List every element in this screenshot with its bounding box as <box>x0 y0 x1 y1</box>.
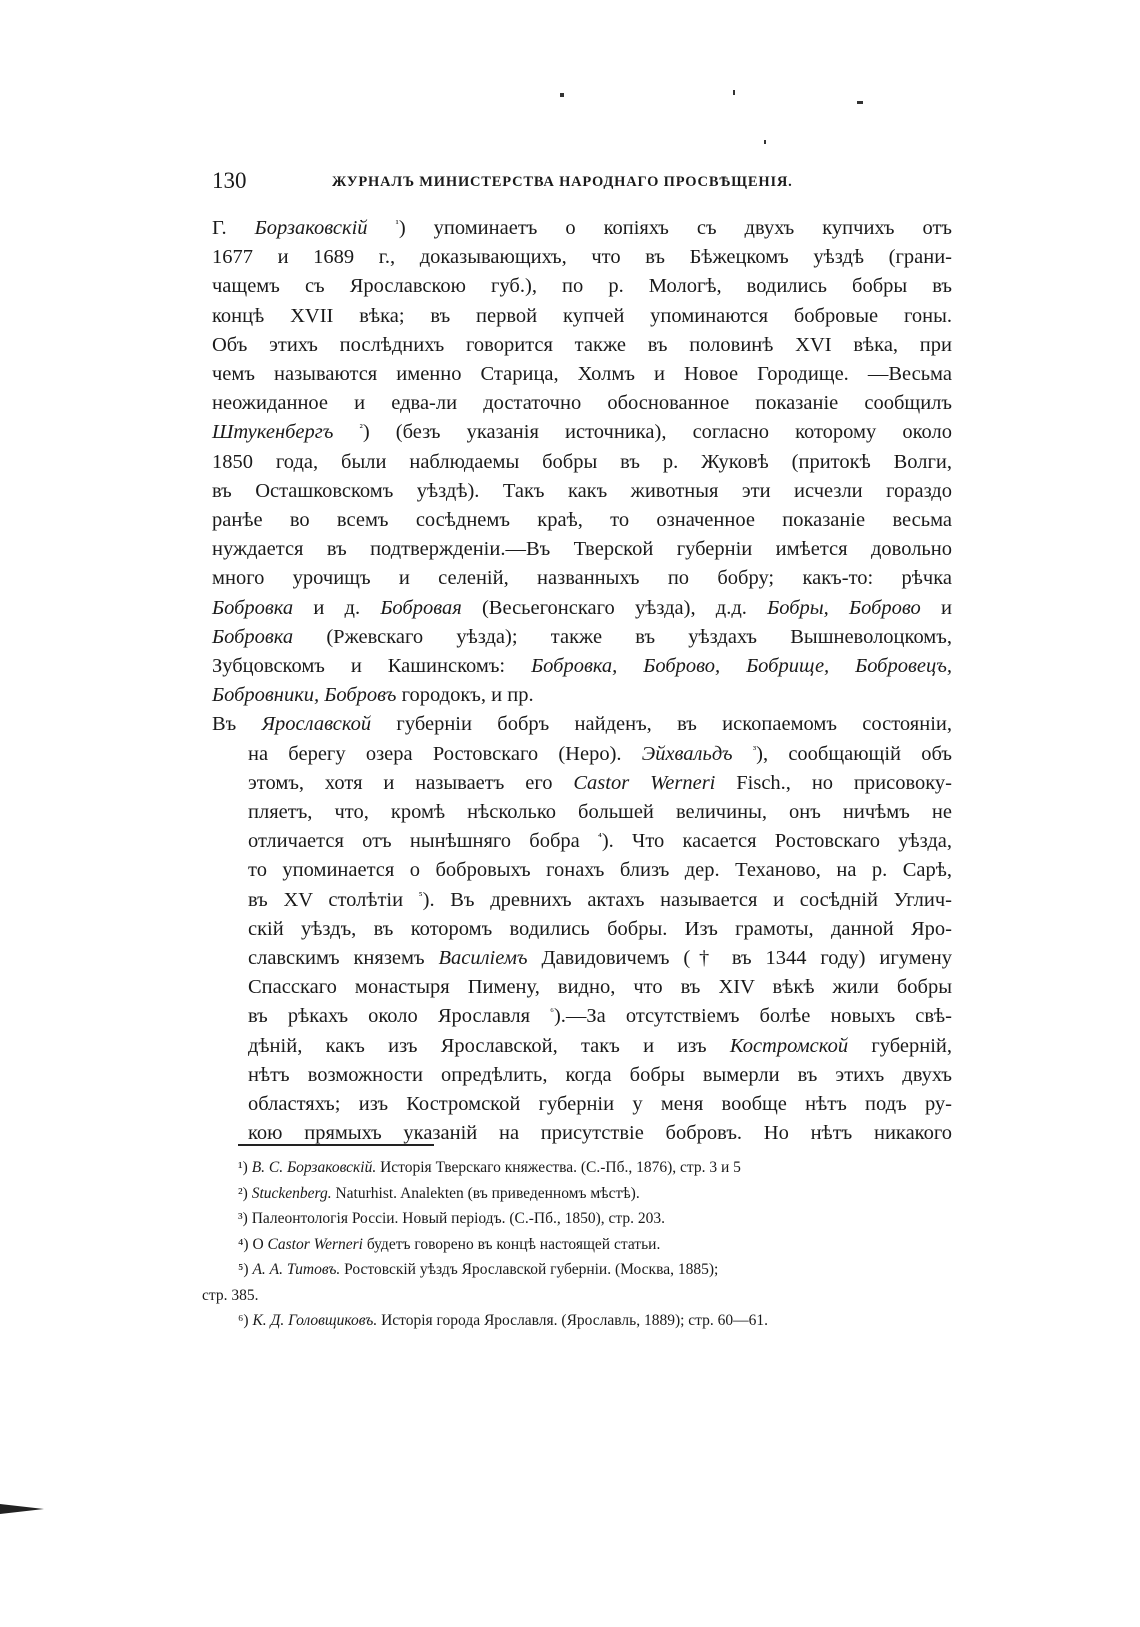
paragraph-1 <box>212 214 952 710</box>
text-line: областяхъ; изъ Костромской губерніи у меня вообще нѣтъ подъ ру- <box>248 1093 952 1116</box>
text-line: въ Осташковскомъ уѣздѣ). Такъ какъ животныя эти исчезли гораздо <box>212 479 952 502</box>
text-line: чемъ называются именно Старица, Холмъ и Новое Городище. —Весьма <box>212 363 952 386</box>
text-line: чащемъ съ Ярославскою губ.), по р. Мологѣ, водились бобры въ <box>212 275 952 298</box>
text-line: славскимъ княземъ Василіемъ Давидовичемъ († въ 1344 году) игумену <box>248 947 953 970</box>
text-line: нѣтъ возможности опредѣлить, когда бобры вымерли въ этихъ двухъ <box>248 1063 952 1086</box>
text-line: кою прямыхъ указаній на присутствіе бобровъ. Но нѣтъ никакого <box>248 1122 952 1145</box>
text-line: отличается отъ нынѣшняго бобра $^{^4}$). Что касается Ростовскаго уѣзда, <box>248 830 952 853</box>
text-line: въ XV столѣтіи $^{^5}$). Въ древнихъ актахъ называется и сосѣдній Углич- <box>248 888 952 911</box>
text-line: Спасскаго монастыря Пимену, видно, что въ XIV вѣкѣ жили бобры <box>248 976 952 999</box>
text-line: на берегу озера Ростовскаго (Неро). Эйхвальдъ $^{^3}$), сообщающій объ <box>248 742 953 765</box>
text-line: то упоминается о бобровыхъ гонахъ близъ дер. Теханово, на р. Сарѣ, <box>248 859 952 882</box>
page-edge-marker <box>0 1504 44 1514</box>
footnote-5: ⁵) А. А. Титовъ. Ростовскій уѣздъ Ярославской губерніи. (Москва, 1885); <box>238 1261 719 1278</box>
text-line: концѣ XVII вѣка; въ первой купчей упоминаются бобровые гоны. <box>212 304 952 327</box>
text-line: Г. Борзаковскій $^{^1}$) упоминаетъ о копіяхъ съ двухъ купчихъ отъ <box>212 217 953 239</box>
text-line: Штукенбергъ $^{^2}$) (безъ указанія источника), согласно которому около <box>212 421 952 444</box>
text-line: Бобровка и д. Бобровая (Весьегонскаго уѣзда), д.д. Бобры, Боброво и <box>212 596 952 619</box>
text-line: много урочищъ и селеній, названныхъ по бобру; какъ-то: рѣчка <box>212 567 952 590</box>
footnote-1: ¹) В. С. Борзаковскій. Исторія Тверскаго княжества. (С.-Пб., 1876), стр. 3 и 5 <box>238 1159 741 1176</box>
page-number: 130 <box>212 168 247 193</box>
body-text <box>212 214 952 1149</box>
footnote-3: ³) Палеонтологія Россіи. Новый періодъ. (С.-Пб., 1850), стр. 203. <box>238 1210 665 1227</box>
footnote-2: ²) Stuckenberg. Naturhist. Analekten (въ приведенномъ мѣстѣ). <box>238 1184 640 1202</box>
text-line: ранѣе во всемъ сосѣднемъ краѣ, то означенное показаніе весьма <box>212 509 952 532</box>
text-line: Объ этихъ послѣднихъ говорится также въ половинѣ XVI вѣка, при <box>212 333 952 356</box>
scan-speck <box>560 93 564 97</box>
text-line: Въ Ярославской губерніи бобръ найденъ, въ ископаемомъ состояніи, <box>212 713 952 736</box>
text-line: 1677 и 1689 г., доказывающихъ, что въ Бѣжецкомъ уѣздѣ (грани- <box>212 246 952 269</box>
text-line: дѣній, какъ изъ Ярославской, такъ и изъ Костромской губерній, <box>248 1034 952 1057</box>
text-line: Бобровники, Бобровъ городокъ, и пр. <box>212 684 534 707</box>
text-line: этомъ, хотя и называетъ его Castor Werneri Fisch., но присовоку- <box>248 771 952 794</box>
text-line: 1850 года, были наблюдаемы бобры въ р. Жуковѣ (притокѣ Волги, <box>212 450 952 473</box>
text-line: Зубцовскомъ и Кашинскомъ: Бобровка, Боброво, Бобрище, Бобровецъ, <box>212 655 952 678</box>
text-line: пляетъ, что, кромѣ нѣсколько большей величины, онъ ничѣмъ не <box>248 801 952 824</box>
running-head: ЖУРНАЛЪ МИНИСТЕРСТВА НАРОДНАГО ПРОСВѢЩЕНІЯ. <box>332 174 793 190</box>
footnote-4: ⁴) О Castor Werneri будетъ говорено въ концѣ настоящей статьи. <box>238 1235 661 1253</box>
text-line: въ рѣкахъ около Ярославля $^{^6}$).—За отсутствіемъ болѣе новыхъ свѣ- <box>248 1005 952 1028</box>
text-line: Бобровка (Ржевскаго уѣзда); также въ уѣздахъ Вышневолоцкомъ, <box>212 625 952 648</box>
text-line: нуждается въ подтвержденіи.—Въ Тверской губерніи имѣется довольно <box>212 538 952 561</box>
scan-speck <box>857 101 863 104</box>
page-header <box>212 168 952 202</box>
text-line: неожиданное и едва-ли достаточно обоснованное показаніе сообщилъ <box>212 392 952 415</box>
scan-speck <box>733 90 735 95</box>
footnote-6: ⁶) К. Д. Головщиковъ. Исторія города Ярославля. (Ярославль, 1889); стр. 60—61. <box>238 1312 769 1329</box>
footnote-divider <box>238 1144 434 1146</box>
paragraph-2 <box>212 710 952 1148</box>
text-line: скій уѣздъ, въ которомъ водились бобры. Изъ грамоты, данной Яро- <box>248 917 952 940</box>
footnote-5-continuation: стр. 385. <box>202 1286 259 1304</box>
footnotes <box>202 1155 952 1334</box>
scan-speck <box>764 140 766 144</box>
